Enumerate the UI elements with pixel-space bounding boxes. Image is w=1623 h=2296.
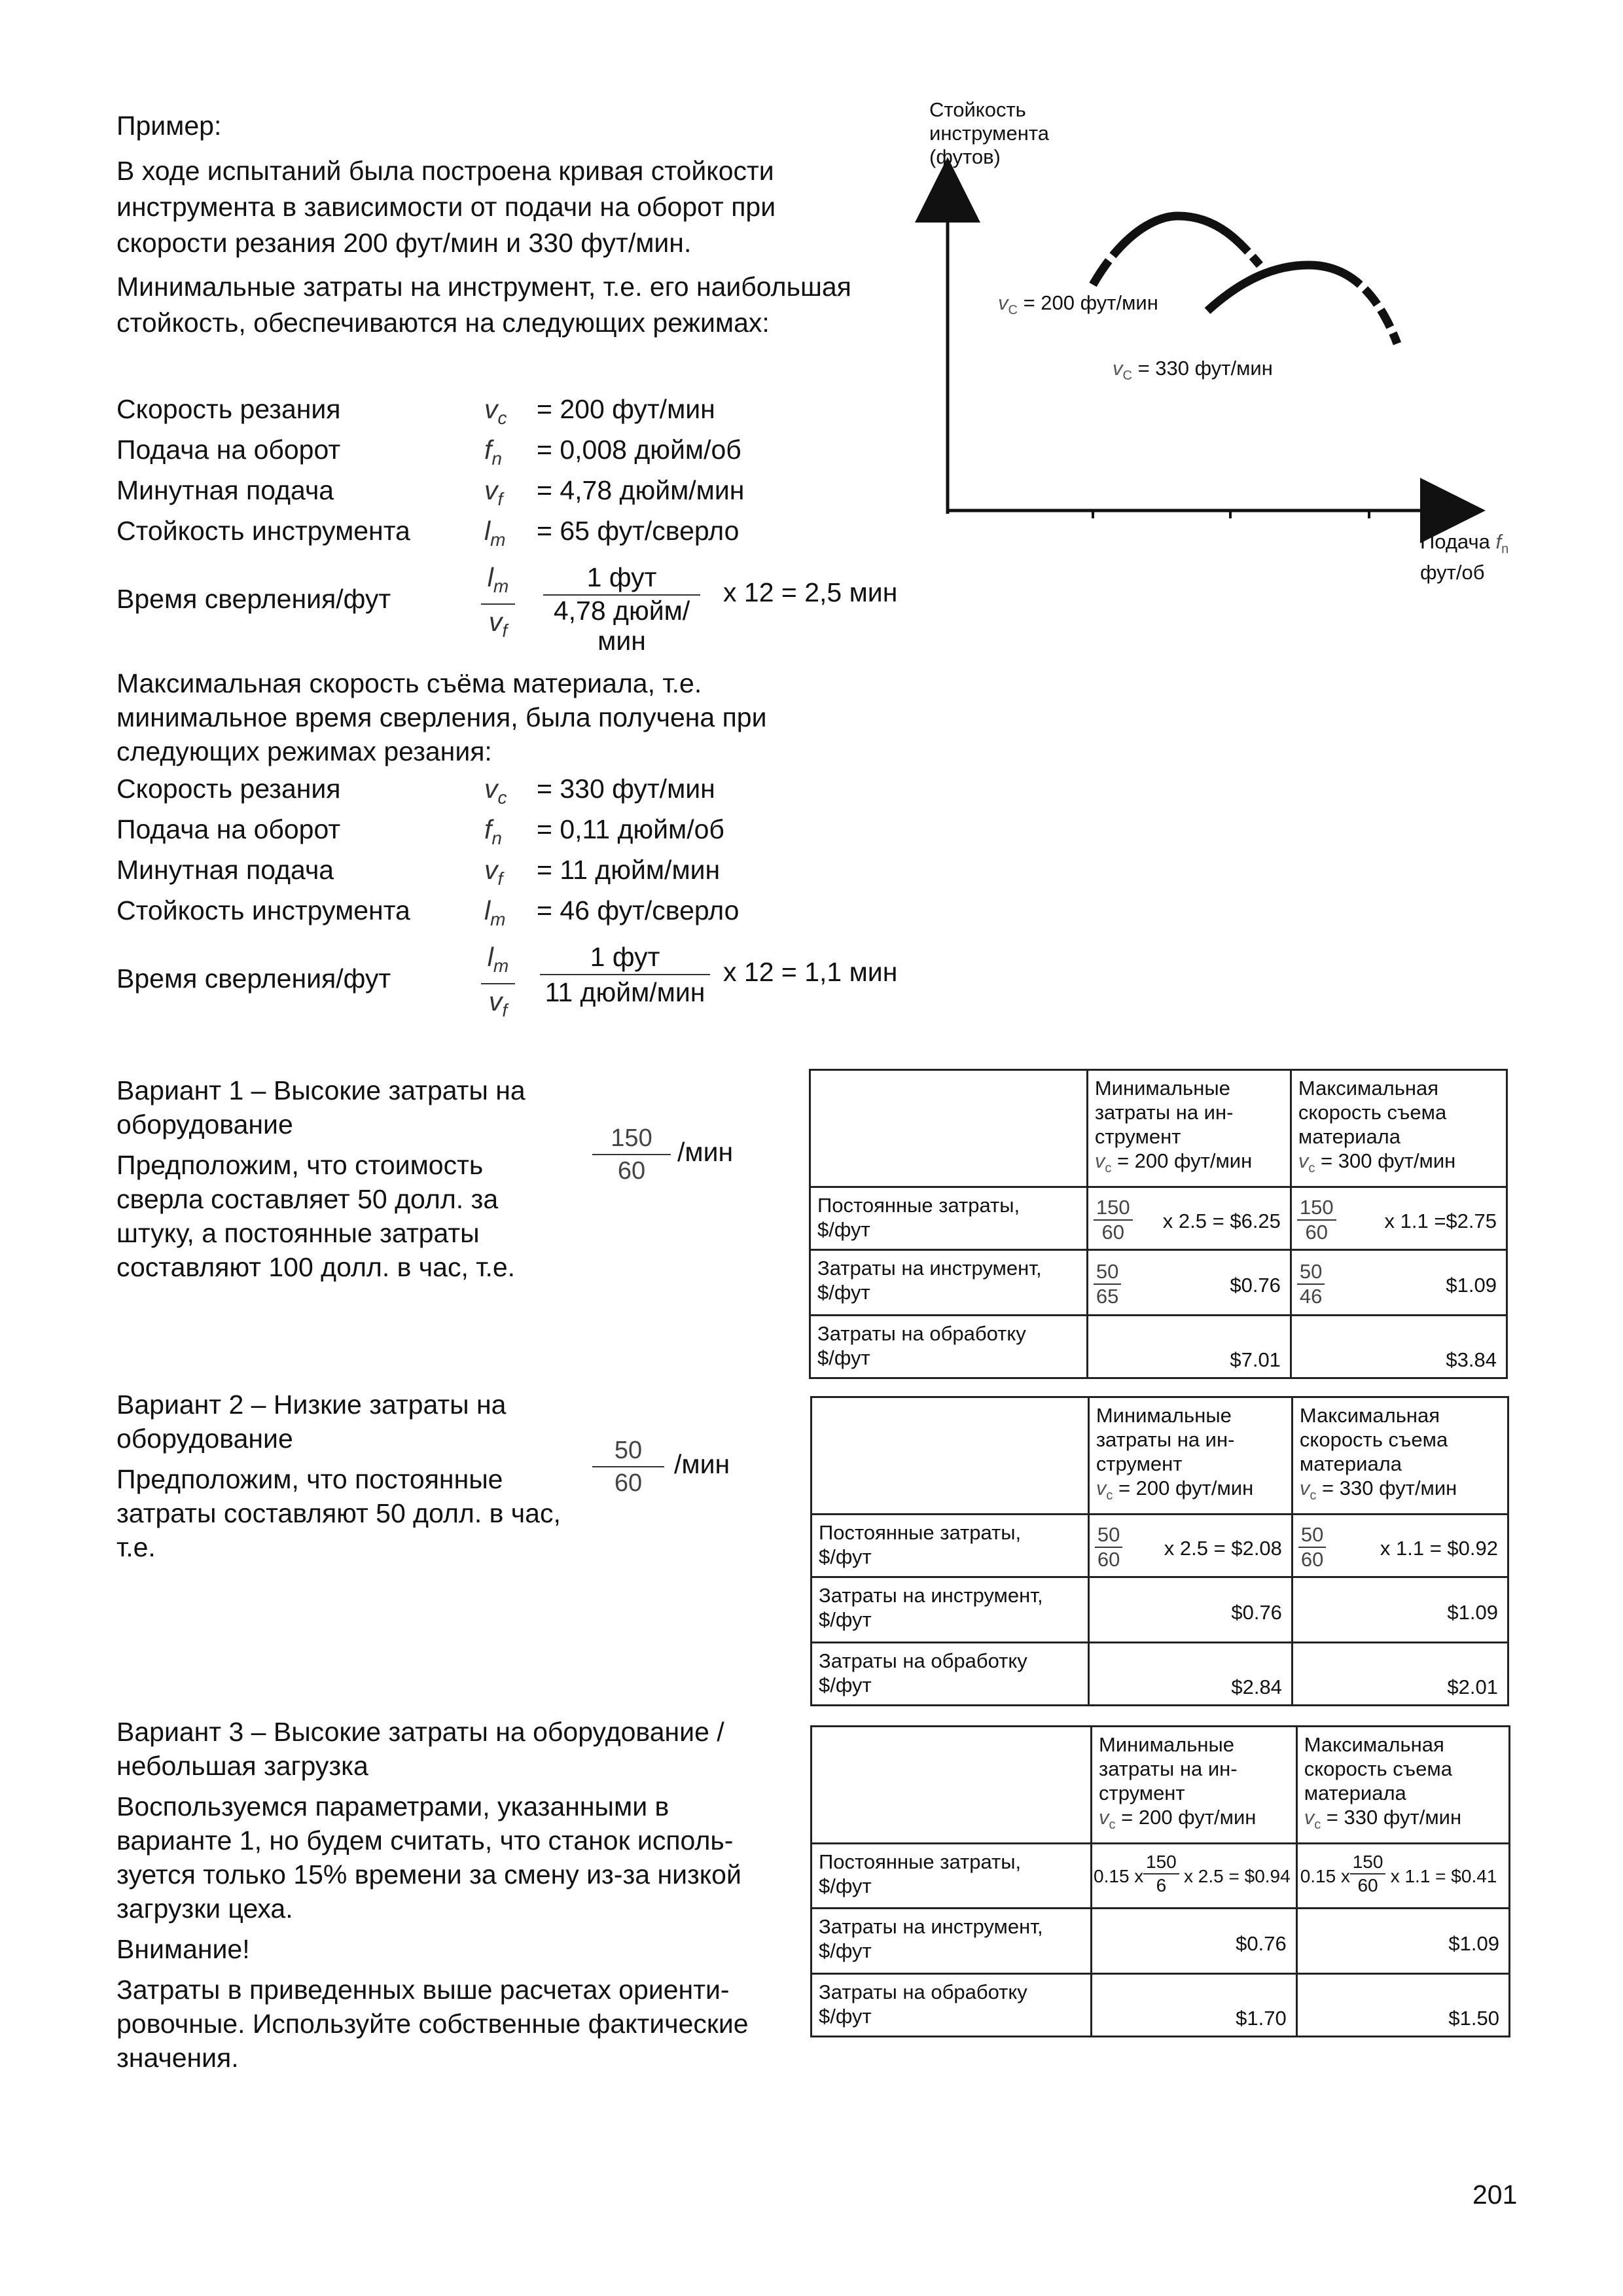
table-row: Затраты на обработку $/фут $2.84 $2.01 <box>812 1643 1508 1706</box>
lm-vf-fraction: $\frac{l_m}{v_f}$ <box>481 940 515 1028</box>
param-row: Подача на оборот $f_n$ = 0,11 дюйм/об <box>116 814 724 849</box>
variant-1-body: Предположим, что стоимость сверла составляет 50 долл. за штуку, а постоянные затраты составляют 100 долл. в час, т.е. <box>116 1150 516 1282</box>
variant-1-unit: /мин <box>677 1137 734 1167</box>
variant-3-body: Воспользуемся параметрами, указанными в варианте 1, но будем считать, что станок исполь- зуется только 15% времени за смену из-за низкой загрузки цеха. <box>116 1791 741 1924</box>
fraction: 50 46 <box>1297 1260 1325 1308</box>
table-row: Затраты на инструмент, $/фут $0.76 $1.09 <box>812 1909 1510 1974</box>
cost-table-3 <box>810 1725 1510 2037</box>
param-row: Подача на оборот $f_n$ = 0,008 дюйм/об <box>116 435 741 469</box>
fraction: 50 65 <box>1094 1260 1121 1308</box>
param-row: Стойкость инструмента $l_m$ = 65 фут/сверло <box>116 516 740 550</box>
table-row: Постоянные затраты, $/фут 0.15 x 150 6 x 2.5 = $0.94 0.15 x 150 60 x 1.1 = $0.41 <box>812 1844 1510 1909</box>
params-set-2 <box>0 771 916 1033</box>
table-header-min-tool-cost: Минимальные затраты на ин- струмент $v_c = 200$ фут/мин <box>1088 1397 1292 1515</box>
variant-2-text <box>116 1388 614 1564</box>
table-header-max-removal: Максимальная скорость съема материала $v_c = 330$ фут/мин <box>1296 1727 1509 1844</box>
intro-paragraph-2: Минимальные затраты на инструмент, т.е. его наибольшая стойкость, обеспечиваются на следующих режимах: <box>116 272 851 338</box>
table-row: Постоянные затраты, $/фут 50 60 x 2.5 = $2.08 50 60 x 1.1 = $0.92 <box>812 1515 1508 1577</box>
intro-paragraph-1: В ходе испытаний была построена кривая стойкости инструмента в зависимости от подачи на оборот при скорости резания 200 фут/мин и 330 фут/мин. <box>116 156 776 258</box>
drill-time-label: Время сверления/фут <box>116 963 391 994</box>
variant-2-title: Вариант 2 – Низкие затраты на оборудование <box>116 1390 507 1454</box>
param-row: Стойкость инструмента $l_m$ = 46 фут/сверло <box>116 895 740 930</box>
max-removal-paragraph: Максимальная скорость съёма материала, т.е. минимальное время сверления, была получена при следующих режимах резания: <box>116 668 767 766</box>
intro-heading: Пример: <box>116 111 222 141</box>
tool-life-chart <box>903 92 1558 589</box>
variant-1-text <box>116 1073 614 1284</box>
drill-time-result: x 12 = 1,1 мин <box>723 957 898 987</box>
intro-block <box>116 108 915 349</box>
param-row: Скорость резания $v_c$ = 200 фут/мин <box>116 394 715 429</box>
drill-time-fraction: 1 фут 11 дюйм/мин <box>540 940 710 1009</box>
chart-x-label: Подача $f_n$ фут/об <box>1420 530 1509 584</box>
fraction: 50 60 <box>1095 1523 1122 1571</box>
note-paragraph: Затраты в приведенных выше расчетах ориенти- ровочные. Используйте собственные фактические значения. <box>116 1975 749 2073</box>
curve-label-200: $v_C = 200$ фут/мин <box>998 291 1158 318</box>
table-row: Затраты на обработку $/фут $1.70 $1.50 <box>812 1974 1510 2037</box>
variant-2-rate-fraction: $\frac{50}{60}$ <box>592 1435 664 1499</box>
table-header-min-tool-cost: Минимальные затраты на ин- струмент $v_c = 200$ фут/мин <box>1087 1070 1291 1187</box>
lm-vf-fraction: $\frac{l_m}{v_f}$ <box>481 560 515 648</box>
fraction: 150 60 <box>1094 1196 1133 1244</box>
cost-table-2 <box>810 1396 1509 1706</box>
fraction: 150 60 <box>1297 1196 1336 1244</box>
table-row: Затраты на инструмент, $/фут $0.76 $1.09 <box>812 1577 1508 1643</box>
variant-2-body: Предположим, что постоянные затраты составляют 50 долл. в час, т.е. <box>116 1464 561 1562</box>
drill-time-fraction: 1 фут 4,78 дюйм/ мин <box>543 560 700 656</box>
fraction: 150 6 <box>1143 1851 1179 1897</box>
table-row: Затраты на обработку $/фут $7.01 $3.84 <box>810 1316 1507 1378</box>
variant-1-rate-fraction: $\frac{150}{60}$ <box>592 1122 671 1187</box>
variant-1-title: Вариант 1 – Высокие затраты на оборудование <box>116 1075 526 1139</box>
drill-time-result: x 12 = 2,5 мин <box>723 577 898 607</box>
page-number: 201 <box>1472 2179 1518 2210</box>
fraction: 150 60 <box>1350 1851 1386 1897</box>
curve-label-330: $v_C = 330$ фут/мин <box>1113 357 1273 384</box>
table-row: Затраты на инструмент, $/фут 50 65 $0.76 50 46 $1.09 <box>810 1250 1507 1316</box>
cost-table-1 <box>809 1069 1508 1379</box>
variant-2-unit: /мин <box>674 1449 730 1479</box>
chart-y-label: Стойкость инструмента (футов) <box>929 98 1049 168</box>
variant-3-title: Вариант 3 – Высокие затраты на оборудование / небольшая загрузка <box>116 1717 724 1781</box>
drill-time-label: Время сверления/фут <box>116 584 391 614</box>
curve-vc-200 <box>1093 216 1260 285</box>
variant-3-text <box>116 1715 797 2075</box>
table-header-max-removal: Максимальная скорость съема материала $v_c = 300$ фут/мин <box>1291 1070 1507 1187</box>
param-row: Минутная подача $v_f$ = 4,78 дюйм/мин <box>116 475 745 510</box>
param-row: Минутная подача $v_f$ = 11 дюйм/мин <box>116 855 721 889</box>
table-header-max-removal: Максимальная скорость съема материала $v_c = 330$ фут/мин <box>1292 1397 1508 1515</box>
params-set-1 <box>0 391 916 679</box>
fraction: 50 60 <box>1298 1523 1326 1571</box>
curve-vc-330 <box>1207 265 1397 344</box>
param-row: Скорость резания $v_c$ = 330 фут/мин <box>116 774 715 808</box>
table-header-min-tool-cost: Минимальные затраты на ин- струмент $v_c = 200$ фут/мин <box>1092 1727 1297 1844</box>
warning-label: Внимание! <box>116 1934 250 1964</box>
table-row: Постоянные затраты, $/фут 150 60 x 2.5 = $6.25 150 60 x 1.1 =$2.75 <box>810 1187 1507 1250</box>
